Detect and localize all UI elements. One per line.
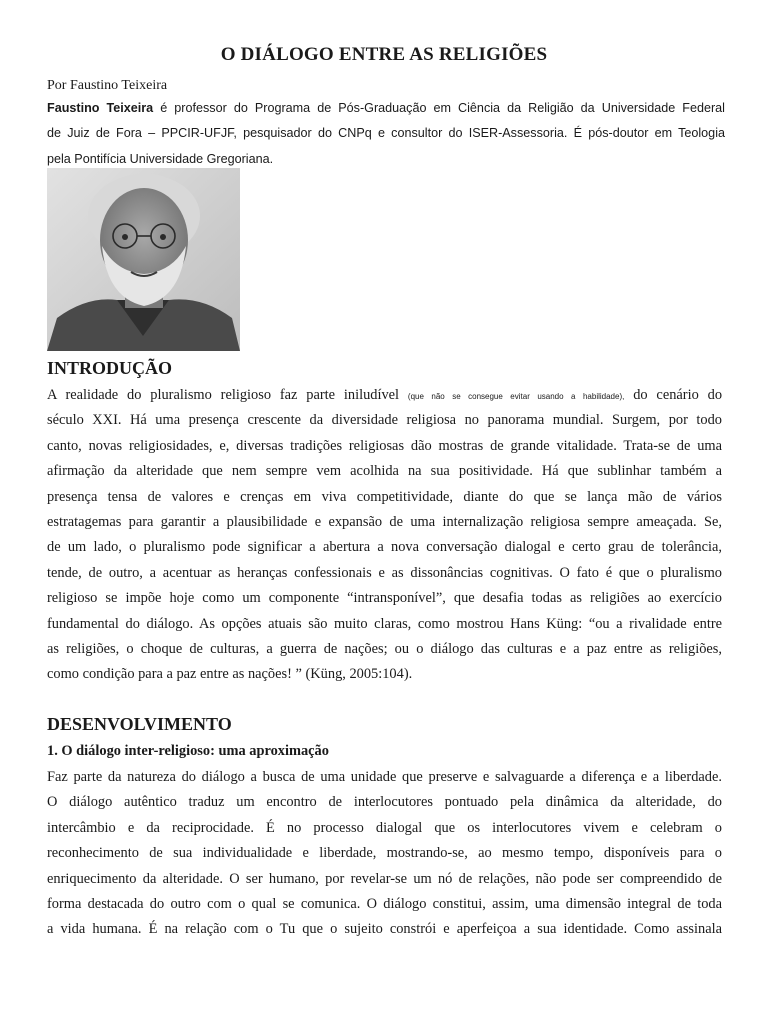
dev-line: O diálogo autêntico traduz um encontro de interlocutores pontuado pela dinâmica da alteridade, do	[47, 794, 722, 811]
intro-line: religioso se impõe hoje como um componente “intransponível”, que desafia todas as religiões ao exercício	[47, 590, 722, 607]
heading-introducao: INTRODUÇÃO	[47, 358, 173, 378]
dev-line: reconhecimento de sua individualidade e liberdade, mostrando-se, ao mesmo tempo, disponíveis para o	[47, 845, 722, 862]
author-bio	[47, 97, 725, 173]
intro-line: tende, de outro, a acentuar as heranças confessionais e as dissonâncias cognitivas. O fato é que o pluralismo	[47, 564, 722, 581]
dev-line: forma destacada do outro com o qual se comunica. O diálogo constitui, assim, uma dimensão integral de toda	[47, 895, 722, 912]
intro-line-1-end: do cenário do	[624, 387, 723, 403]
dev-line: Faz parte da natureza do diálogo a busca de uma unidade que preserve e salvaguarde a diferença e a liberdade.	[47, 769, 722, 785]
intro-line: canto, novas religiosidades, e, diversas tradições religiosas dão mostras de grande vitalidade. Trata-se de uma	[47, 437, 722, 454]
intro-definition-note: (que não se consegue evitar usando a habilidade),	[407, 392, 625, 401]
intro-line: estratagemas para garantir a plausibilidade e expansão de uma internalização religiosa sempre ameaçada. Se,	[47, 513, 722, 530]
bio-author-name: Faustino Teixeira	[47, 101, 154, 115]
intro-line-1-text: A realidade do pluralismo religioso faz parte iniludível	[47, 387, 408, 403]
intro-line-last: como condição para a paz entre as nações! ” (Küng, 2005:104).	[47, 666, 413, 683]
author-photo	[47, 168, 240, 351]
byline: Por Faustino Teixeira	[47, 78, 168, 93]
bio-line-2: de Juiz de Fora – PPCIR-UFJF, pesquisador do CNPq e consultor do ISER-Assessoria. É pós-doutor em Teologia	[47, 126, 725, 141]
intro-line: presença tensa de valores e crenças em viva competitividade, diante do que se lança mão de vários	[47, 488, 722, 505]
dev-line: intercâmbio e da reciprocidade. É no processo dialogal que os interlocutores vivem e celebram o	[47, 819, 722, 836]
heading-desenvolvimento: DESENVOLVIMENTO	[47, 714, 232, 734]
intro-line: fundamental do diálogo. As opções atuais são muito claras, como mostrou Hans Küng: “ou a rivalidade entre	[47, 615, 722, 632]
document-title: O DIÁLOGO ENTRE AS RELIGIÕES	[220, 44, 548, 65]
intro-line-1	[47, 383, 722, 408]
subheading-dialogo: 1. O diálogo inter-religioso: uma aproximação	[47, 743, 329, 759]
intro-line: afirmação da alteridade que nem sempre vem acolhida na sua positividade. Há que sublinhar também a	[47, 463, 722, 480]
intro-paragraph	[47, 383, 722, 688]
dev-line: a vida humana. É na relação com o Tu que o sujeito constrói e aperfeiçoa a sua identidade. Como assinala	[47, 921, 722, 938]
dev-line: enriquecimento da alteridade. O ser humano, por revelar-se um nó de relações, não pode ser compreendido de	[47, 870, 722, 887]
bio-line-3: pela Pontifícia Universidade Gregoriana.	[47, 151, 274, 166]
intro-line: de um lado, o pluralismo pode significar a abertura a nova conversação dialogal e certo grau de tolerância,	[47, 539, 722, 556]
intro-line: século XXI. Há uma presença crescente da diversidade religiosa no panorama mundial. Surgem, por todo	[47, 412, 722, 429]
bio-line-1: é professor do Programa de Pós-Graduação em Ciência da Religião da Universidade Federal	[153, 101, 725, 115]
dev-paragraph	[47, 765, 722, 943]
intro-line: as religiões, o choque de culturas, a guerra de nações; ou o diálogo das culturas e a paz entre as religiões,	[47, 640, 722, 657]
author-portrait-image	[47, 168, 240, 351]
